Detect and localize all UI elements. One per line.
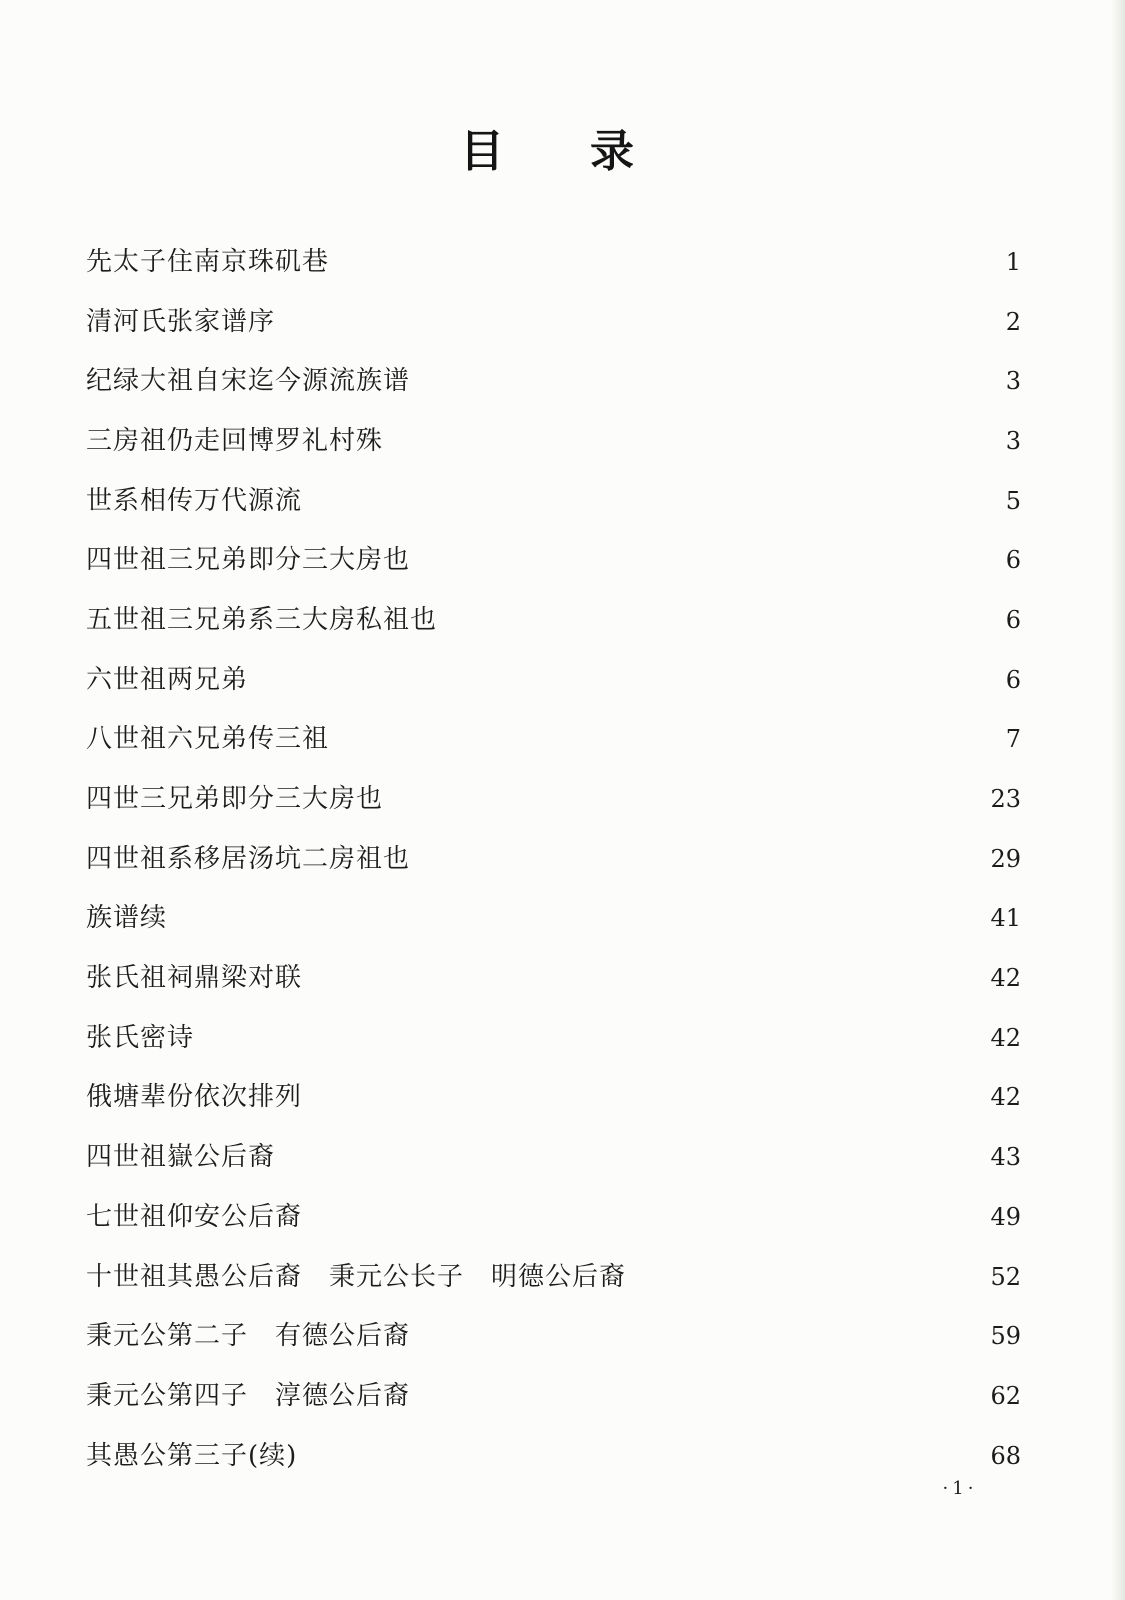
- dot-leader: [277, 302, 965, 342]
- toc-entry: [86, 292, 1021, 352]
- toc-entry: [86, 411, 1021, 471]
- toc-entry-title: 四世祖系移居汤坑二房祖也: [86, 843, 411, 874]
- dot-leader: [412, 361, 965, 401]
- scan-edge-shadow: [1111, 0, 1125, 1600]
- toc-entry-title: 先太子住南京珠矶巷: [86, 246, 330, 277]
- toc-entry-page-number: 5: [1005, 486, 1021, 515]
- toc-entry-page-number: 7: [1005, 725, 1021, 754]
- dot-leader: [277, 1137, 965, 1177]
- toc-entry-page-number: 6: [1005, 665, 1021, 694]
- toc-entry-page-number: 3: [1005, 367, 1021, 396]
- toc-entry-title: 其愚公第三子(续): [86, 1440, 298, 1471]
- page-title: [0, 122, 1125, 192]
- toc-entry-page-number: 1: [1005, 247, 1021, 276]
- toc-entry-page-number: 2: [1005, 307, 1021, 336]
- toc-entry-page-number: 59: [990, 1322, 1021, 1351]
- page-number-footer: ·1·: [942, 1478, 978, 1499]
- dot-leader: [331, 719, 965, 759]
- dot-leader: [412, 540, 965, 580]
- toc-entry-page-number: 49: [990, 1202, 1021, 1231]
- dot-leader: [439, 600, 965, 640]
- dot-leader: [331, 242, 965, 282]
- toc-entry: [86, 769, 1021, 829]
- toc-entry: [86, 1187, 1021, 1247]
- toc-entry: [86, 351, 1021, 411]
- toc-entry-page-number: 68: [990, 1441, 1021, 1470]
- dot-leader: [385, 421, 965, 461]
- dot-leader: [628, 1257, 965, 1297]
- dot-leader: [304, 481, 965, 521]
- toc-entry-title: 秉元公第四子 淳德公后裔: [86, 1380, 411, 1411]
- toc-entry-title: 十世祖其愚公后裔 秉元公长子 明德公后裔: [86, 1261, 627, 1292]
- toc-entry: [86, 1366, 1021, 1426]
- toc-entry-title: 五世祖三兄弟系三大房私祖也: [86, 604, 438, 635]
- toc-entry-page-number: 6: [1005, 546, 1021, 575]
- toc-entry-title: 八世祖六兄弟传三祖: [86, 724, 330, 755]
- toc-entry-title: 张氏密诗: [86, 1022, 195, 1053]
- toc-entry: [86, 1127, 1021, 1187]
- toc-entry-title: 张氏祖祠鼎梁对联: [86, 963, 303, 994]
- dot-leader: [196, 1018, 965, 1058]
- dot-leader: [169, 898, 965, 938]
- toc-entry: [86, 530, 1021, 590]
- toc-entry: [86, 471, 1021, 531]
- toc-entry: [86, 1306, 1021, 1366]
- toc-entry-title: 四世祖嶽公后裔: [86, 1142, 276, 1173]
- dot-leader: [412, 1316, 965, 1356]
- toc-entry-title: 七世祖仰安公后裔: [86, 1201, 303, 1232]
- dot-leader: [250, 660, 965, 700]
- toc-entry-page-number: 41: [990, 904, 1021, 933]
- toc-entry: [86, 232, 1021, 292]
- toc-entry: [86, 1247, 1021, 1307]
- toc-entry-page-number: 42: [990, 1083, 1021, 1112]
- dot-leader: [299, 1436, 965, 1476]
- toc-entry-page-number: 29: [990, 844, 1021, 873]
- toc-entry-title: 俄塘辈份依次排列: [86, 1082, 303, 1113]
- toc-entry: [86, 590, 1021, 650]
- toc-entry-page-number: 43: [990, 1143, 1021, 1172]
- toc-entry: [86, 948, 1021, 1008]
- table-of-contents: [86, 232, 1021, 1485]
- toc-entry: [86, 829, 1021, 889]
- toc-entry-title: 秉元公第二子 有德公后裔: [86, 1321, 411, 1352]
- toc-entry-page-number: 3: [1005, 426, 1021, 455]
- toc-entry-page-number: 23: [990, 785, 1021, 814]
- toc-entry-page-number: 52: [990, 1262, 1021, 1291]
- toc-entry-page-number: 42: [990, 964, 1021, 993]
- toc-entry-page-number: 6: [1005, 605, 1021, 634]
- toc-entry-title: 族谱续: [86, 903, 168, 934]
- dot-leader: [385, 779, 965, 819]
- toc-entry-page-number: 62: [990, 1381, 1021, 1410]
- toc-entry: [86, 710, 1021, 770]
- toc-entry-title: 三房祖仍走回博罗礼村殊: [86, 425, 384, 456]
- toc-entry: [86, 1068, 1021, 1128]
- toc-entry-title: 四世祖三兄弟即分三大房也: [86, 545, 411, 576]
- dot-leader: [412, 1376, 965, 1416]
- toc-entry-title: 四世三兄弟即分三大房也: [86, 784, 384, 815]
- title-char-2: 录: [590, 126, 634, 177]
- title-char-1: 目: [460, 126, 504, 177]
- toc-entry: [86, 1008, 1021, 1068]
- toc-entry: [86, 889, 1021, 949]
- toc-entry-title: 六世祖两兄弟: [86, 664, 249, 695]
- dot-leader: [304, 1197, 965, 1237]
- dot-leader: [304, 958, 965, 998]
- toc-entry-title: 纪绿大祖自宋迄今源流族谱: [86, 366, 411, 397]
- toc-entry: [86, 650, 1021, 710]
- toc-entry-title: 世系相传万代源流: [86, 485, 303, 516]
- dot-leader: [412, 839, 965, 879]
- toc-entry-title: 清河氏张家谱序: [86, 306, 276, 337]
- toc-entry-page-number: 42: [990, 1023, 1021, 1052]
- toc-entry: [86, 1426, 1021, 1486]
- dot-leader: [304, 1077, 965, 1117]
